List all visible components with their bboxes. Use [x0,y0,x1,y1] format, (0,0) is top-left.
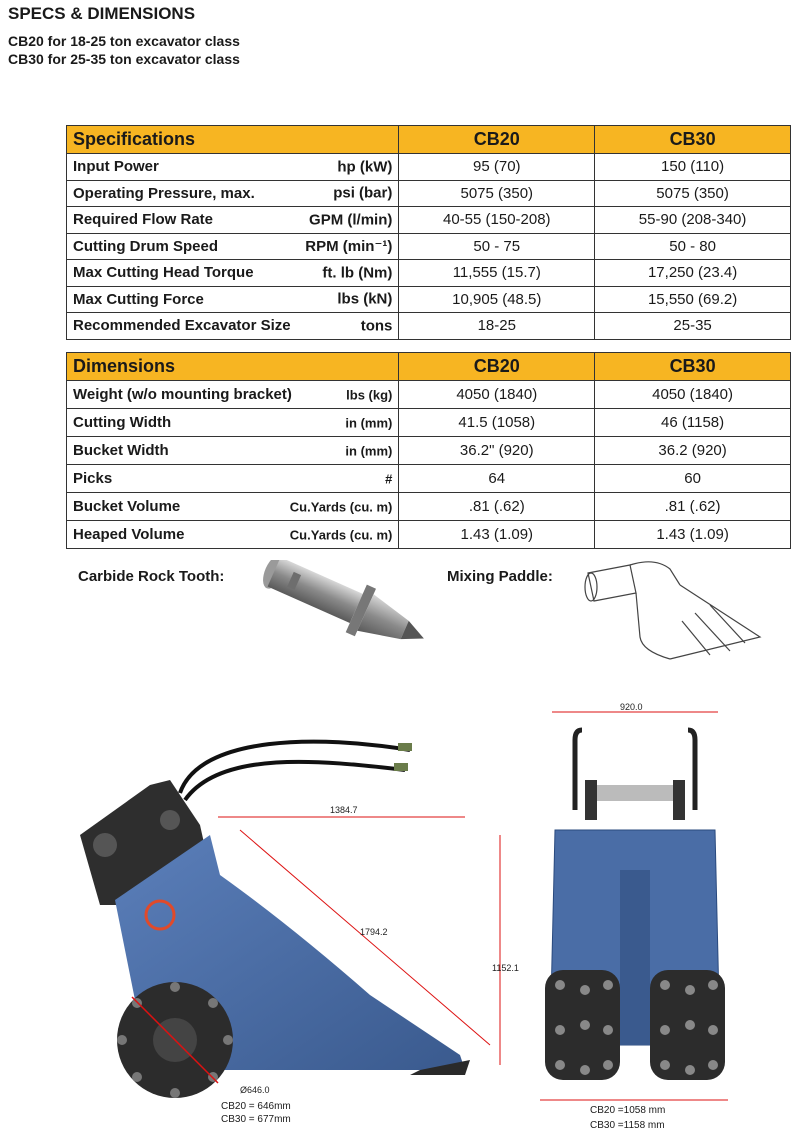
cb30-column-header: CB30 [595,353,791,381]
cb20-value: 11,555 (15.7) [399,260,595,287]
row-unit: hp (kW) [337,158,393,176]
table-row [67,207,791,234]
table-row [67,180,791,207]
mount-plate-right [673,780,685,820]
cb30-value: 50 - 80 [595,233,791,260]
cb30-value: 46 (1158) [595,409,791,437]
cb20-column-header: CB20 [399,126,595,154]
row-unit: lbs (kg) [346,387,393,402]
cb20-value: 41.5 (1058) [399,409,595,437]
mixing-paddle-caption: Mixing Paddle: [447,568,553,585]
row-unit: # [385,471,393,486]
row-label: Max Cutting Head Torque [73,264,254,282]
cb30-value: 15,550 (69.2) [595,286,791,313]
row-label: Bucket Width [73,442,169,459]
row-unit: tons [360,317,393,335]
drum-diameter-label: Ø646.0 [240,1085,270,1095]
row-unit: Cu.Yards (cu. m) [289,527,393,542]
cb30-value: 17,250 (23.4) [595,260,791,287]
table-row [67,465,791,493]
bracket-pin-icon [93,833,117,857]
hose-fitting-icon [398,743,412,751]
cb20-value: 1.43 (1.09) [399,521,595,549]
row-unit: in (mm) [345,443,393,458]
cb20-value: 40-55 (150-208) [399,207,595,234]
table-row [67,286,791,313]
center-rib [620,870,650,1045]
hose-fitting-icon [394,763,408,771]
row-label: Required Flow Rate [73,211,214,229]
cb30-value: 1.43 (1.09) [595,521,791,549]
hose-hook-left [575,730,582,810]
cb30-value: 60 [595,465,791,493]
mixing-paddle-icon [560,555,780,675]
table-row [67,409,791,437]
side-height-label: 1152.1 [492,963,519,973]
dimensions-table [66,352,791,549]
row-unit: GPM (l/min) [309,211,393,229]
row-unit: in (mm) [345,415,393,430]
front-width-label: 920.0 [620,702,643,712]
row-label: Max Cutting Force [73,290,204,308]
row-label: Bucket Volume [73,498,181,515]
mount-plate-left [585,780,597,820]
side-width-label: 1384.7 [330,805,358,815]
row-unit: psi (bar) [333,184,393,202]
cb30-column-header: CB30 [595,126,791,154]
row-label: Recommended Excavator Size [73,317,291,335]
row-label: Weight (w/o mounting bracket) [73,386,292,403]
dimensions-heading: Dimensions [67,353,399,381]
specifications-heading: Specifications [67,126,399,154]
front-view-drawing [530,700,790,1120]
cb20-value: 5075 (350) [399,180,595,207]
dimensions-header-row [67,353,791,381]
row-label: Picks [73,470,113,487]
cb30-value: 25-35 [595,313,791,340]
row-label: Operating Pressure, max. [73,184,255,202]
cb20-column-header: CB20 [399,353,595,381]
table-row [67,260,791,287]
cb20-value: 4050 (1840) [399,381,595,409]
cb20-value: 18-25 [399,313,595,340]
cb30-value: 4050 (1840) [595,381,791,409]
cb20-value: 10,905 (48.5) [399,286,595,313]
row-label: Cutting Width [73,414,172,431]
side-view-drawing [60,725,520,1135]
carbide-tooth-icon [238,560,448,680]
specifications-header-row [67,126,791,154]
table-row [67,381,791,409]
hydraulic-hose [185,762,405,800]
row-label: Heaped Volume [73,526,185,543]
page-title: SPECS & DIMENSIONS [8,4,196,23]
row-unit: RPM (min⁻¹) [305,238,393,256]
row-unit: ft. lb (Nm) [322,264,393,282]
specifications-table [66,125,791,340]
bracket-pin-icon [160,810,180,830]
cb30-value: 150 (110) [595,154,791,181]
cb20-value: 64 [399,465,595,493]
cb20-value: .81 (.62) [399,493,595,521]
carbide-tooth-caption: Carbide Rock Tooth: [78,568,225,585]
cb20-value: 36.2" (920) [399,437,595,465]
front-note-cb20: CB20 =1058 mm [590,1105,666,1116]
table-row [67,437,791,465]
mount-pin [595,785,675,801]
row-label: Input Power [73,158,159,176]
cb20-class-line: CB20 for 18-25 ton excavator class [8,33,240,49]
table-row [67,493,791,521]
row-unit: lbs (kN) [337,290,393,308]
table-row [67,313,791,340]
cb30-value: .81 (.62) [595,493,791,521]
row-label: Cutting Drum Speed [73,237,218,255]
cb20-value: 50 - 75 [399,233,595,260]
table-row [67,154,791,181]
cb30-value: 55-90 (208-340) [595,207,791,234]
cb30-value: 36.2 (920) [595,437,791,465]
side-note-cb20: CB20 = 646mm [221,1101,291,1112]
side-note-cb30: CB30 = 677mm [221,1114,291,1125]
table-row [67,233,791,260]
cb30-class-line: CB30 for 25-35 ton excavator class [8,51,240,67]
table-row [67,521,791,549]
front-note-cb30: CB30 =1158 mm [590,1120,665,1131]
side-diag-label: 1794.2 [360,927,388,937]
cb20-value: 95 (70) [399,154,595,181]
cb30-value: 5075 (350) [595,180,791,207]
row-unit: Cu.Yards (cu. m) [289,499,393,514]
hose-hook-right [688,730,695,810]
